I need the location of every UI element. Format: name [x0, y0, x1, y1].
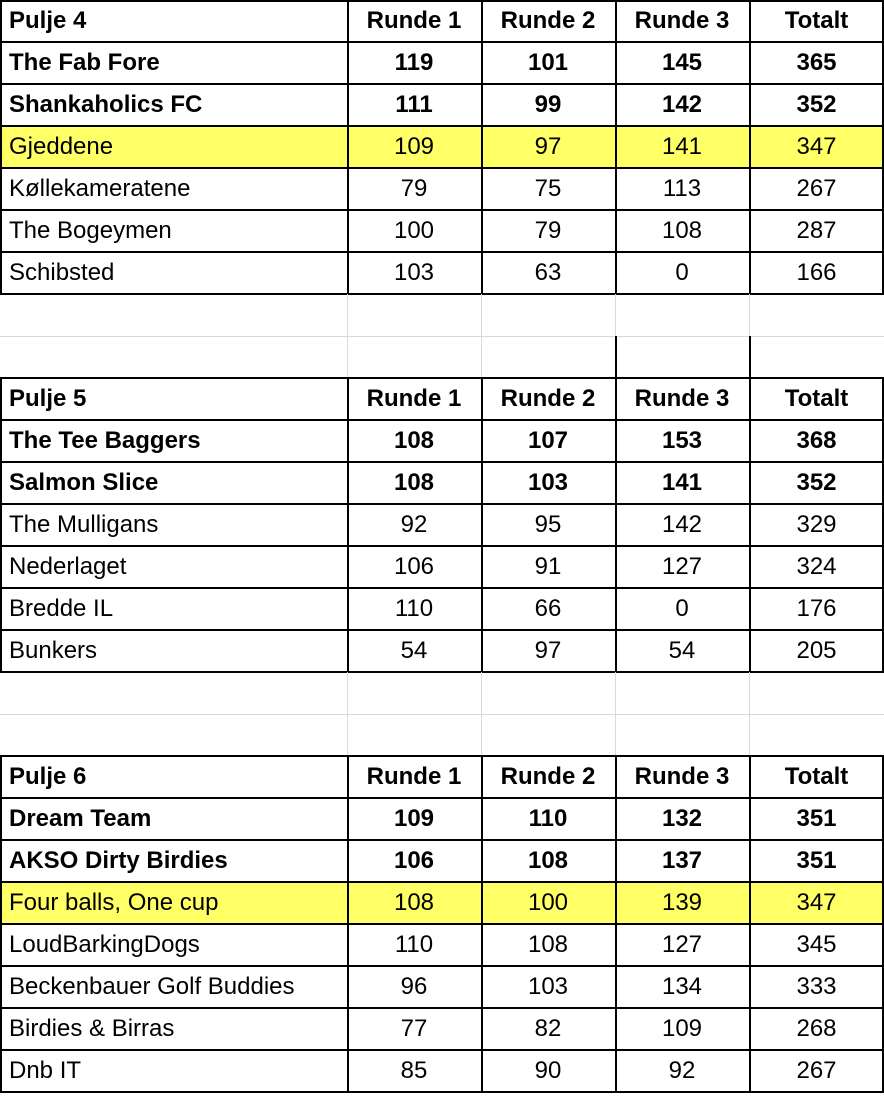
- cell-border: [0, 1091, 884, 1093]
- round-2-cell[interactable]: 66: [534, 595, 562, 622]
- round-3-cell[interactable]: 0: [675, 595, 689, 622]
- total-cell[interactable]: 176: [796, 595, 837, 622]
- cell-border: [481, 755, 483, 1093]
- gridline: [481, 672, 482, 756]
- team-name-cell[interactable]: AKSO Dirty Birdies: [9, 847, 228, 874]
- round-1-cell[interactable]: 54: [400, 637, 428, 664]
- total-cell[interactable]: 287: [796, 217, 837, 244]
- cell-border: [0, 0, 2, 295]
- cell-border: [0, 251, 884, 253]
- total-cell[interactable]: 166: [796, 259, 837, 286]
- total-cell[interactable]: 347: [749, 126, 884, 168]
- round-2-cell[interactable]: 97: [534, 637, 562, 664]
- round-1-cell[interactable]: 111: [395, 91, 433, 118]
- round-1-cell[interactable]: 79: [400, 175, 428, 202]
- round-2-cell[interactable]: 103: [527, 973, 569, 1000]
- cell-border: [0, 965, 884, 967]
- round-3-cell[interactable]: 127: [661, 553, 703, 580]
- team-name-cell[interactable]: Gjeddene: [0, 126, 347, 168]
- round-2-cell[interactable]: 99: [534, 91, 562, 118]
- gridline: [347, 672, 348, 756]
- cell-border: [0, 209, 884, 211]
- gridline: [749, 672, 750, 756]
- round-1-cell[interactable]: 96: [400, 973, 428, 1000]
- round-1-cell[interactable]: 100: [393, 217, 435, 244]
- team-name-cell[interactable]: The Mulligans: [9, 511, 159, 538]
- round-3-cell[interactable]: 109: [661, 1015, 703, 1042]
- table-row: [0, 630, 884, 672]
- cell-border: [0, 545, 884, 547]
- cell-border: [0, 83, 884, 85]
- cell-border: [347, 0, 349, 295]
- cell-border: [0, 755, 884, 757]
- round-1-cell[interactable]: 108: [347, 882, 481, 924]
- team-name-cell[interactable]: Beckenbauer Golf Buddies: [9, 973, 295, 1000]
- team-name-cell[interactable]: Bunkers: [9, 637, 98, 664]
- total-cell[interactable]: 365: [796, 49, 837, 76]
- table-row: [0, 42, 884, 84]
- cell-border: [0, 671, 884, 673]
- round-2-cell[interactable]: 79: [534, 217, 562, 244]
- table-row: [0, 546, 884, 588]
- round-3-cell[interactable]: 142: [661, 91, 703, 118]
- column-header[interactable]: Runde 2: [500, 385, 596, 412]
- cell-border: [0, 503, 884, 505]
- team-name-cell[interactable]: Birdies & Birras: [9, 1015, 175, 1042]
- round-1-cell[interactable]: 108: [393, 469, 435, 496]
- column-header[interactable]: Runde 3: [634, 385, 730, 412]
- round-1-cell[interactable]: 108: [393, 427, 435, 454]
- team-name-cell[interactable]: Dream Team: [9, 805, 152, 832]
- team-name-cell[interactable]: Shankaholics FC: [9, 91, 203, 118]
- total-cell[interactable]: 205: [796, 637, 837, 664]
- round-3-cell[interactable]: 145: [661, 49, 703, 76]
- cell-border: [0, 377, 2, 673]
- cell-border: [0, 167, 884, 169]
- cell-border: [347, 377, 349, 673]
- round-1-cell[interactable]: 85: [400, 1057, 428, 1084]
- total-cell[interactable]: 333: [796, 973, 837, 1000]
- round-1-cell[interactable]: 109: [347, 126, 481, 168]
- cell-border: [615, 377, 617, 673]
- round-1-cell[interactable]: 119: [394, 49, 434, 76]
- cell-border: [481, 0, 483, 295]
- cell-border: [749, 0, 751, 295]
- team-name-cell[interactable]: The Fab Fore: [9, 49, 160, 76]
- team-name-cell[interactable]: LoudBarkingDogs: [9, 931, 200, 958]
- cell-border: [615, 0, 617, 295]
- table-row: [0, 1008, 884, 1050]
- cell-border: [0, 1007, 884, 1009]
- round-3-cell[interactable]: 54: [668, 637, 696, 664]
- round-3-cell[interactable]: 108: [661, 217, 703, 244]
- team-name-cell[interactable]: Salmon Slice: [9, 469, 159, 496]
- cell-border: [0, 1049, 884, 1051]
- pool-title[interactable]: Pulje 4: [9, 7, 87, 34]
- round-2-cell[interactable]: 108: [527, 847, 569, 874]
- round-3-cell[interactable]: 127: [661, 931, 703, 958]
- round-3-cell[interactable]: 141: [661, 469, 703, 496]
- cell-border: [0, 755, 2, 1093]
- header-row: [0, 0, 884, 42]
- pool-title[interactable]: Pulje 5: [9, 385, 87, 412]
- cell-border: [0, 839, 884, 841]
- gridline: [0, 714, 884, 715]
- round-3-cell[interactable]: 113: [662, 175, 702, 202]
- pool-title[interactable]: Pulje 6: [9, 763, 87, 790]
- column-header[interactable]: Totalt: [784, 763, 849, 790]
- gridline: [615, 672, 616, 756]
- round-1-cell[interactable]: 106: [393, 553, 435, 580]
- round-2-cell[interactable]: 108: [527, 931, 569, 958]
- table-row: [0, 882, 884, 924]
- round-2-cell[interactable]: 63: [534, 259, 562, 286]
- round-1-cell[interactable]: 103: [393, 259, 435, 286]
- total-cell[interactable]: 351: [796, 805, 837, 832]
- total-cell[interactable]: 352: [796, 469, 837, 496]
- cell-border: [0, 377, 884, 379]
- cell-border: [615, 336, 617, 378]
- column-header[interactable]: Runde 1: [366, 763, 462, 790]
- team-name-cell[interactable]: Four balls, One cup: [0, 882, 347, 924]
- cell-border: [0, 797, 884, 799]
- cell-border: [749, 336, 751, 378]
- cell-border: [0, 293, 884, 295]
- table-row: [0, 798, 884, 840]
- table-row: [0, 84, 884, 126]
- team-name-cell[interactable]: Schibsted: [9, 259, 115, 286]
- round-1-cell[interactable]: 109: [393, 805, 435, 832]
- table-row: [0, 168, 884, 210]
- gridline: [347, 294, 348, 378]
- column-header[interactable]: Totalt: [784, 385, 849, 412]
- cell-border: [749, 755, 751, 1093]
- round-3-cell[interactable]: 153: [661, 427, 703, 454]
- cell-border: [0, 881, 884, 883]
- round-3-cell[interactable]: 0: [675, 259, 689, 286]
- total-cell[interactable]: 352: [796, 91, 837, 118]
- table-row: [0, 504, 884, 546]
- round-3-cell[interactable]: 142: [661, 511, 703, 538]
- total-cell[interactable]: 345: [796, 931, 837, 958]
- round-3-cell[interactable]: 139: [615, 882, 749, 924]
- team-name-cell[interactable]: Nederlaget: [9, 553, 127, 580]
- table-row: [0, 1050, 884, 1092]
- column-header[interactable]: Runde 1: [366, 7, 462, 34]
- round-1-cell[interactable]: 106: [393, 847, 435, 874]
- team-name-cell[interactable]: Dnb IT: [9, 1057, 82, 1084]
- header-row: [0, 378, 884, 420]
- column-header[interactable]: Runde 2: [500, 763, 596, 790]
- round-3-cell[interactable]: 92: [668, 1057, 696, 1084]
- column-header[interactable]: Runde 3: [634, 7, 730, 34]
- round-3-cell[interactable]: 132: [661, 805, 703, 832]
- table-row: [0, 588, 884, 630]
- total-cell[interactable]: 267: [796, 175, 837, 202]
- round-2-cell[interactable]: 75: [534, 175, 562, 202]
- round-3-cell[interactable]: 141: [615, 126, 749, 168]
- round-2-cell[interactable]: 91: [534, 553, 562, 580]
- total-cell[interactable]: 347: [749, 882, 884, 924]
- cell-border: [0, 587, 884, 589]
- cell-border: [481, 377, 483, 673]
- total-cell[interactable]: 329: [796, 511, 837, 538]
- cell-border: [0, 461, 884, 463]
- round-2-cell[interactable]: 97: [481, 126, 615, 168]
- table-row: [0, 252, 884, 294]
- total-cell[interactable]: 268: [796, 1015, 837, 1042]
- round-2-cell[interactable]: 100: [481, 882, 615, 924]
- column-header[interactable]: Runde 1: [366, 385, 462, 412]
- cell-border: [0, 629, 884, 631]
- cell-border: [0, 419, 884, 421]
- header-row: [0, 756, 884, 798]
- column-header[interactable]: Totalt: [784, 7, 849, 34]
- cell-border: [749, 377, 751, 673]
- gridline: [481, 294, 482, 378]
- round-1-cell[interactable]: 92: [400, 511, 428, 538]
- team-name-cell[interactable]: Bredde IL: [9, 595, 114, 622]
- cell-border: [0, 125, 884, 127]
- cell-border: [0, 41, 884, 43]
- cell-border: [347, 755, 349, 1093]
- round-1-cell[interactable]: 110: [394, 595, 434, 622]
- round-2-cell[interactable]: 103: [527, 469, 569, 496]
- total-cell[interactable]: 267: [796, 1057, 837, 1084]
- table-row: [0, 924, 884, 966]
- column-header[interactable]: Runde 3: [634, 763, 730, 790]
- cell-border: [0, 923, 884, 925]
- round-2-cell[interactable]: 95: [534, 511, 562, 538]
- round-1-cell[interactable]: 77: [400, 1015, 428, 1042]
- table-row: [0, 210, 884, 252]
- round-2-cell[interactable]: 90: [534, 1057, 562, 1084]
- round-1-cell[interactable]: 110: [394, 931, 434, 958]
- total-cell[interactable]: 324: [796, 553, 837, 580]
- total-cell[interactable]: 368: [796, 427, 837, 454]
- table-row: [0, 840, 884, 882]
- cell-border: [615, 755, 617, 1093]
- round-2-cell[interactable]: 82: [534, 1015, 562, 1042]
- table-row: [0, 126, 884, 168]
- table-row: [0, 420, 884, 462]
- round-3-cell[interactable]: 134: [661, 973, 703, 1000]
- team-name-cell[interactable]: Køllekameratene: [9, 175, 191, 202]
- team-name-cell[interactable]: The Bogeymen: [9, 217, 172, 244]
- round-2-cell[interactable]: 101: [527, 49, 569, 76]
- gridline: [0, 336, 884, 337]
- table-row: [0, 966, 884, 1008]
- table-row: [0, 462, 884, 504]
- cell-border: [0, 0, 884, 2]
- round-2-cell[interactable]: 110: [528, 805, 568, 832]
- column-header[interactable]: Runde 2: [500, 7, 596, 34]
- total-cell[interactable]: 351: [796, 847, 837, 874]
- team-name-cell[interactable]: The Tee Baggers: [9, 427, 201, 454]
- round-3-cell[interactable]: 137: [661, 847, 703, 874]
- round-2-cell[interactable]: 107: [527, 427, 569, 454]
